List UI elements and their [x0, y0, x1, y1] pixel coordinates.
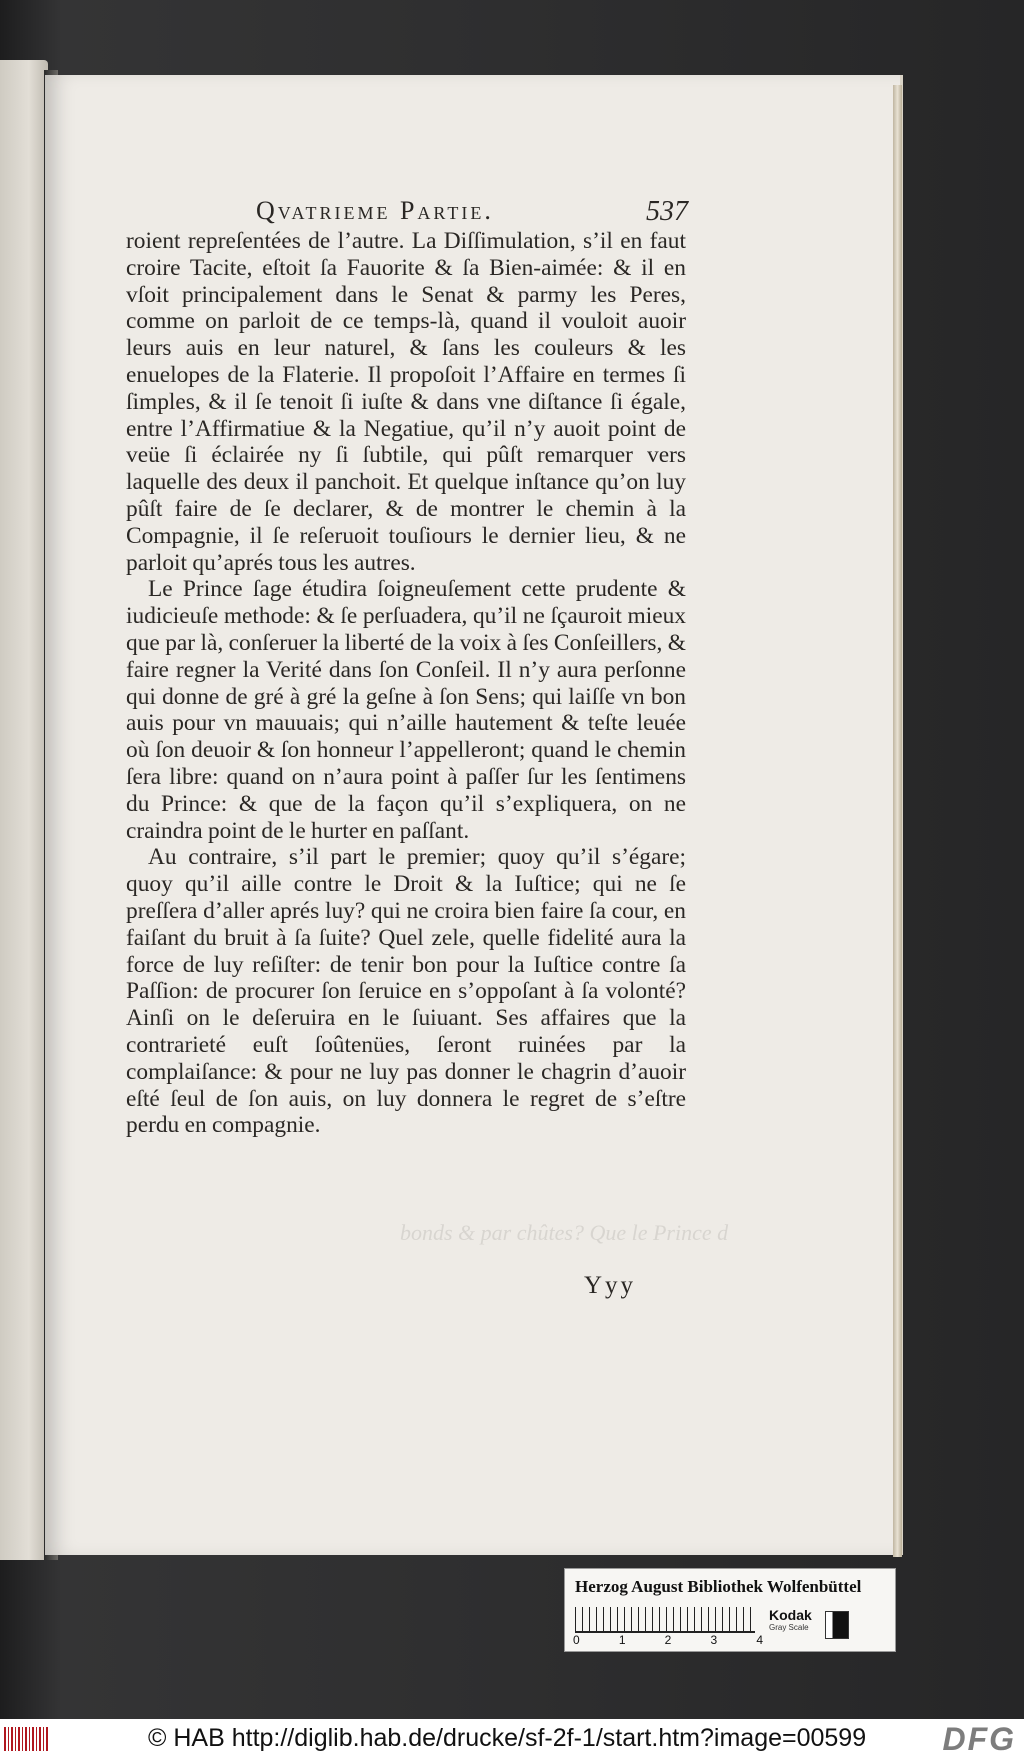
paragraph-1: roient repreſentées de l’autre. La Diſſimulation, s’il en faut croire Tacite, eſtoit ſa Fauorite & ſa Bien-aimée: & il en vſoit principalement dans le Senat & parmy les Peres, comme on parloit de ce temps-là, quand il vouloit auoir leurs auis en leur naturel, & ſans les couleurs & les enuelopes de la Flaterie. Il propoſoit l’Affaire en termes ſi ſimples, & il ſe tenoit ſi iuſte & dans vne diſtance ſi égale, entre l’Affirmatiue & la Negatiue, qu’il n’y auoit point de veüe ſi éclairée ny ſi ſubtile, qui pûſt remarquer vers laquelle des deux il panchoit. Et quelque inſtance qu’on luy pûſt faire de ſe declarer, & de montrer le chemin à la Compagnie, il ſe reſeruoit touſiours le dernier lieu, & ne parloit qu’aprés tous les autres.	[126, 228, 686, 576]
dfg-logo-icon: DFG	[942, 1721, 1016, 1757]
kodak-name: Kodak	[769, 1607, 812, 1623]
ruler-scale	[575, 1607, 755, 1633]
footer-bar	[0, 1719, 1024, 1759]
paragraph-2: Le Prince ſage étudira ſoigneuſement cette prudente & iudicieuſe methode: & ſe perſuadera, qu’il ne ſçauroit mieux que par là, conſeruer la liberté de la voix à ſes Conſeillers, & faire regner la Verité dans ſon Conſeil. Il n’y aura perſonne qui donne de gré à gré la geſne à ſon Sens; qui laiſſe vn bon auis pour vn mauuais; qui n’aille hautement & teſte leuée où ſon deuoir & ſon honneur l’appelleront; quand le chemin ſera libre: quand on n’aura point à paſſer ſur les ſentimens du Prince: & que de la façon qu’il s’expliquera, on ne craindra point de le hurter en paſſant.	[126, 576, 686, 844]
page-edge	[893, 85, 902, 1557]
ruler-number: 1	[618, 1633, 626, 1647]
ruler-numbers	[573, 1633, 763, 1647]
page-number: 537	[646, 196, 688, 227]
kodak-subtitle: Gray Scale	[769, 1623, 809, 1632]
copyright-link[interactable]: © HAB http://diglib.hab.de/drucke/sf-2f-1/start.htm?image=00599	[148, 1724, 867, 1752]
ruler-number: 4	[756, 1633, 763, 1647]
barcode-icon	[4, 1727, 48, 1751]
library-color-target	[564, 1568, 896, 1652]
ruler-number: 0	[573, 1633, 580, 1647]
signature-mark: Yyy	[584, 1272, 637, 1299]
running-head: Qvatrieme Partie.	[256, 196, 494, 225]
body-text	[126, 228, 686, 1139]
paragraph-3: Au contraire, s’il part le premier; quoy qu’il s’égare; quoy qu’il aille contre le Droit & la Iuſtice; qui ne ſe preſſera d’aller aprés luy? qui ne croira bien faire ſa cour, en faiſant du bruit à ſa ſuite? Quel zele, quelle fidelité aura la force de luy reſiſter: de tenir bon pour la Iuſtice contre ſa Paſſion: de procurer ſon ſeruice en s’oppoſant à ſa volonté? Ainſi on le deſeruira en le ſuiuant. Ses affaires que la contrarieté euſt ſoûtenües, ſeront ruinées par la complaiſance: & pour ne luy pas donner le chagrin d’auoir eſté ſeul de ſon auis, on luy donnera le regret de s’eſtre perdu en compagnie.	[126, 844, 686, 1139]
library-name: Herzog August Bibliothek Wolfenbüttel	[575, 1577, 862, 1596]
gray-scale-patch	[825, 1611, 849, 1639]
show-through-text: bonds & par chûtes? Que le Prince d	[400, 1220, 729, 1245]
kodak-label	[769, 1607, 812, 1632]
ruler-number: 2	[664, 1633, 672, 1647]
ruler-number: 3	[710, 1633, 718, 1647]
facing-page-edge	[0, 60, 48, 1560]
